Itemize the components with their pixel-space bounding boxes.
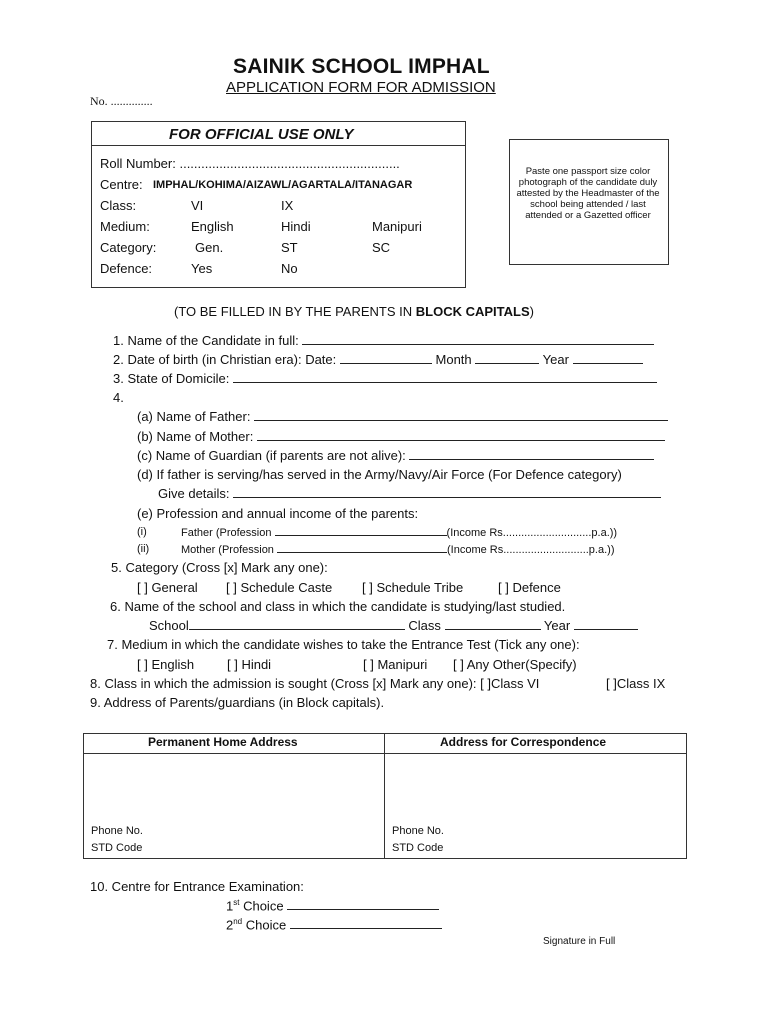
q2-month-label: Month (435, 352, 472, 367)
q2-label: 2. Date of birth (in Christian era): Date: (113, 352, 337, 367)
second-choice-num: 2 (226, 917, 234, 933)
q4b-mother-name (137, 429, 665, 444)
domicile-field[interactable] (233, 371, 657, 383)
form-number: No. .............. (90, 94, 153, 108)
q7-manipuri-option[interactable]: [ ] Manipuri (363, 657, 428, 672)
address-table-column-divider (384, 733, 385, 858)
q4d-give-details (158, 486, 661, 501)
fill-instruction-suffix: ) (529, 304, 534, 319)
medium-label: Medium: (100, 219, 150, 234)
q6-school-row (149, 618, 638, 633)
q9-address: 9. Address of Parents/guardians (in Block capitals). (90, 695, 385, 710)
q8-class-sought[interactable]: 8. Class in which the admission is sought (Cross [x] Mark any one): [ ]Class VI (90, 676, 540, 691)
q3-domicile (113, 371, 657, 386)
q4e-ii-income: (Income Rs............................p.a.)) (447, 544, 615, 556)
q4e-i-number: (i) (137, 526, 147, 538)
q5-category: 5. Category (Cross [x] Mark any one): (111, 560, 328, 575)
q6-school-label: School (149, 618, 189, 633)
q4a-father-name (137, 409, 668, 424)
q4e-ii-label: Mother (Profession (181, 544, 274, 556)
q4d-defence: (d) If father is serving/has served in the Army/Navy/Air Force (For Defence category) (137, 467, 622, 482)
defence-option-no: No (281, 261, 298, 276)
category-label: Category: (100, 240, 157, 255)
q4c-guardian-name (137, 448, 654, 463)
q4c-label: (c) Name of Guardian (if parents are not alive): (137, 448, 406, 463)
first-choice-sup: st (233, 898, 240, 907)
q4e-i-label: Father (Profession (181, 527, 272, 539)
category-option-st: ST (281, 240, 298, 255)
q4a-label: (a) Name of Father: (137, 409, 251, 424)
dob-year-field[interactable] (573, 352, 643, 364)
school-name-field[interactable] (189, 618, 405, 630)
school-year-field[interactable] (574, 618, 638, 630)
correspondence-address-header: Address for Correspondence (440, 735, 607, 749)
first-choice-num: 1 (226, 898, 234, 914)
guardian-name-field[interactable] (409, 448, 654, 460)
q7-english-option[interactable]: [ ] English (137, 657, 195, 672)
permanent-std-label: STD Code (91, 842, 143, 854)
q7-hindi-option[interactable]: [ ] Hindi (227, 657, 272, 672)
q5-general-option[interactable]: [ ] General (137, 580, 198, 595)
q3-label: 3. State of Domicile: (113, 371, 230, 386)
q4b-label: (b) Name of Mother: (137, 429, 254, 444)
correspondence-address-field[interactable] (388, 756, 683, 820)
q6-school: 6. Name of the school and class in which the candidate is studying/last studied. (110, 599, 566, 614)
roll-number-label: Roll Number: ............................................................. (100, 156, 400, 171)
dob-month-field[interactable] (475, 352, 539, 364)
class-label: Class: (100, 198, 137, 213)
signature-label: Signature in Full (543, 936, 616, 947)
school-class-field[interactable] (445, 618, 541, 630)
medium-option-manipuri: Manipuri (372, 219, 422, 234)
permanent-address-field[interactable] (86, 756, 381, 820)
fill-instruction (174, 304, 534, 319)
centre-label: Centre: (100, 177, 143, 192)
fill-instruction-prefix: (TO BE FILLED IN BY THE PARENTS IN (174, 304, 416, 319)
q4e-profession: (e) Profession and annual income of the parents: (137, 506, 419, 521)
candidate-name-field[interactable] (302, 333, 654, 345)
father-name-field[interactable] (254, 409, 668, 421)
q4e-ii-number: (ii) (137, 543, 150, 555)
centre-value: IMPHAL/KOHIMA/AIZAWL/AGARTALA/ITANAGAR (153, 179, 413, 191)
q4e-i-income: (Income Rs.............................p.a.)) (446, 527, 618, 539)
q5-defence-option[interactable]: [ ] Defence (498, 580, 561, 595)
q4-number: 4. (113, 390, 124, 405)
q1-candidate-name (113, 333, 654, 348)
defence-option-yes: Yes (191, 261, 213, 276)
q4e-father-profession (181, 526, 617, 539)
q1-label: 1. Name of the Candidate in full: (113, 333, 299, 348)
fill-instruction-bold: BLOCK CAPITALS (415, 304, 530, 319)
category-option-sc: SC (372, 240, 391, 255)
correspondence-std-label: STD Code (392, 842, 444, 854)
permanent-phone-label: Phone No. (91, 825, 143, 837)
official-use-title: FOR OFFICIAL USE ONLY (169, 126, 354, 143)
photo-instructions: Paste one passport size color photograph of the candidate duly attested by the Headmaster of the school being attended / last attended or a Gazetted officer (516, 166, 660, 221)
q7-medium: 7. Medium in which the candidate wishes to take the Entrance Test (Tick any one): (107, 637, 580, 652)
father-profession-field[interactable] (275, 526, 447, 536)
first-choice-label: Choice (239, 898, 284, 914)
category-option-gen: Gen. (195, 240, 224, 255)
school-name: SAINIK SCHOOL IMPHAL (233, 55, 490, 78)
medium-option-hindi: Hindi (281, 219, 311, 234)
q7-other-option[interactable]: [ ] Any Other(Specify) (453, 657, 577, 672)
q6-year-label: Year (543, 618, 571, 633)
q4d-give-label: Give details: (158, 486, 230, 501)
dob-date-field[interactable] (340, 352, 432, 364)
second-choice-label: Choice (242, 917, 287, 933)
q5-schedule-caste-option[interactable]: [ ] Schedule Caste (226, 580, 333, 595)
permanent-address-header: Permanent Home Address (148, 735, 298, 749)
second-choice-field[interactable] (290, 917, 442, 929)
q6-class-label: Class (408, 618, 441, 633)
medium-option-english: English (191, 219, 234, 234)
q5-schedule-tribe-option[interactable]: [ ] Schedule Tribe (362, 580, 464, 595)
first-choice-field[interactable] (287, 898, 439, 910)
q4e-mother-profession (181, 543, 614, 556)
class-option-ix: IX (281, 198, 294, 213)
correspondence-phone-label: Phone No. (392, 825, 444, 837)
class-option-vi: VI (191, 198, 204, 213)
defence-label: Defence: (100, 261, 153, 276)
q10-centre: 10. Centre for Entrance Examination: (90, 879, 304, 894)
mother-name-field[interactable] (257, 429, 665, 441)
q8-class-ix-option[interactable]: [ ]Class IX (606, 676, 666, 691)
second-choice-sup: nd (233, 917, 243, 926)
mother-profession-field[interactable] (277, 543, 447, 553)
defence-details-field[interactable] (233, 486, 661, 498)
second-choice (226, 917, 442, 932)
first-choice (226, 898, 439, 913)
q2-date-of-birth (113, 352, 643, 367)
form-title: APPLICATION FORM FOR ADMISSION (226, 79, 496, 96)
q2-year-label: Year (542, 352, 569, 367)
official-title-divider (91, 145, 465, 146)
